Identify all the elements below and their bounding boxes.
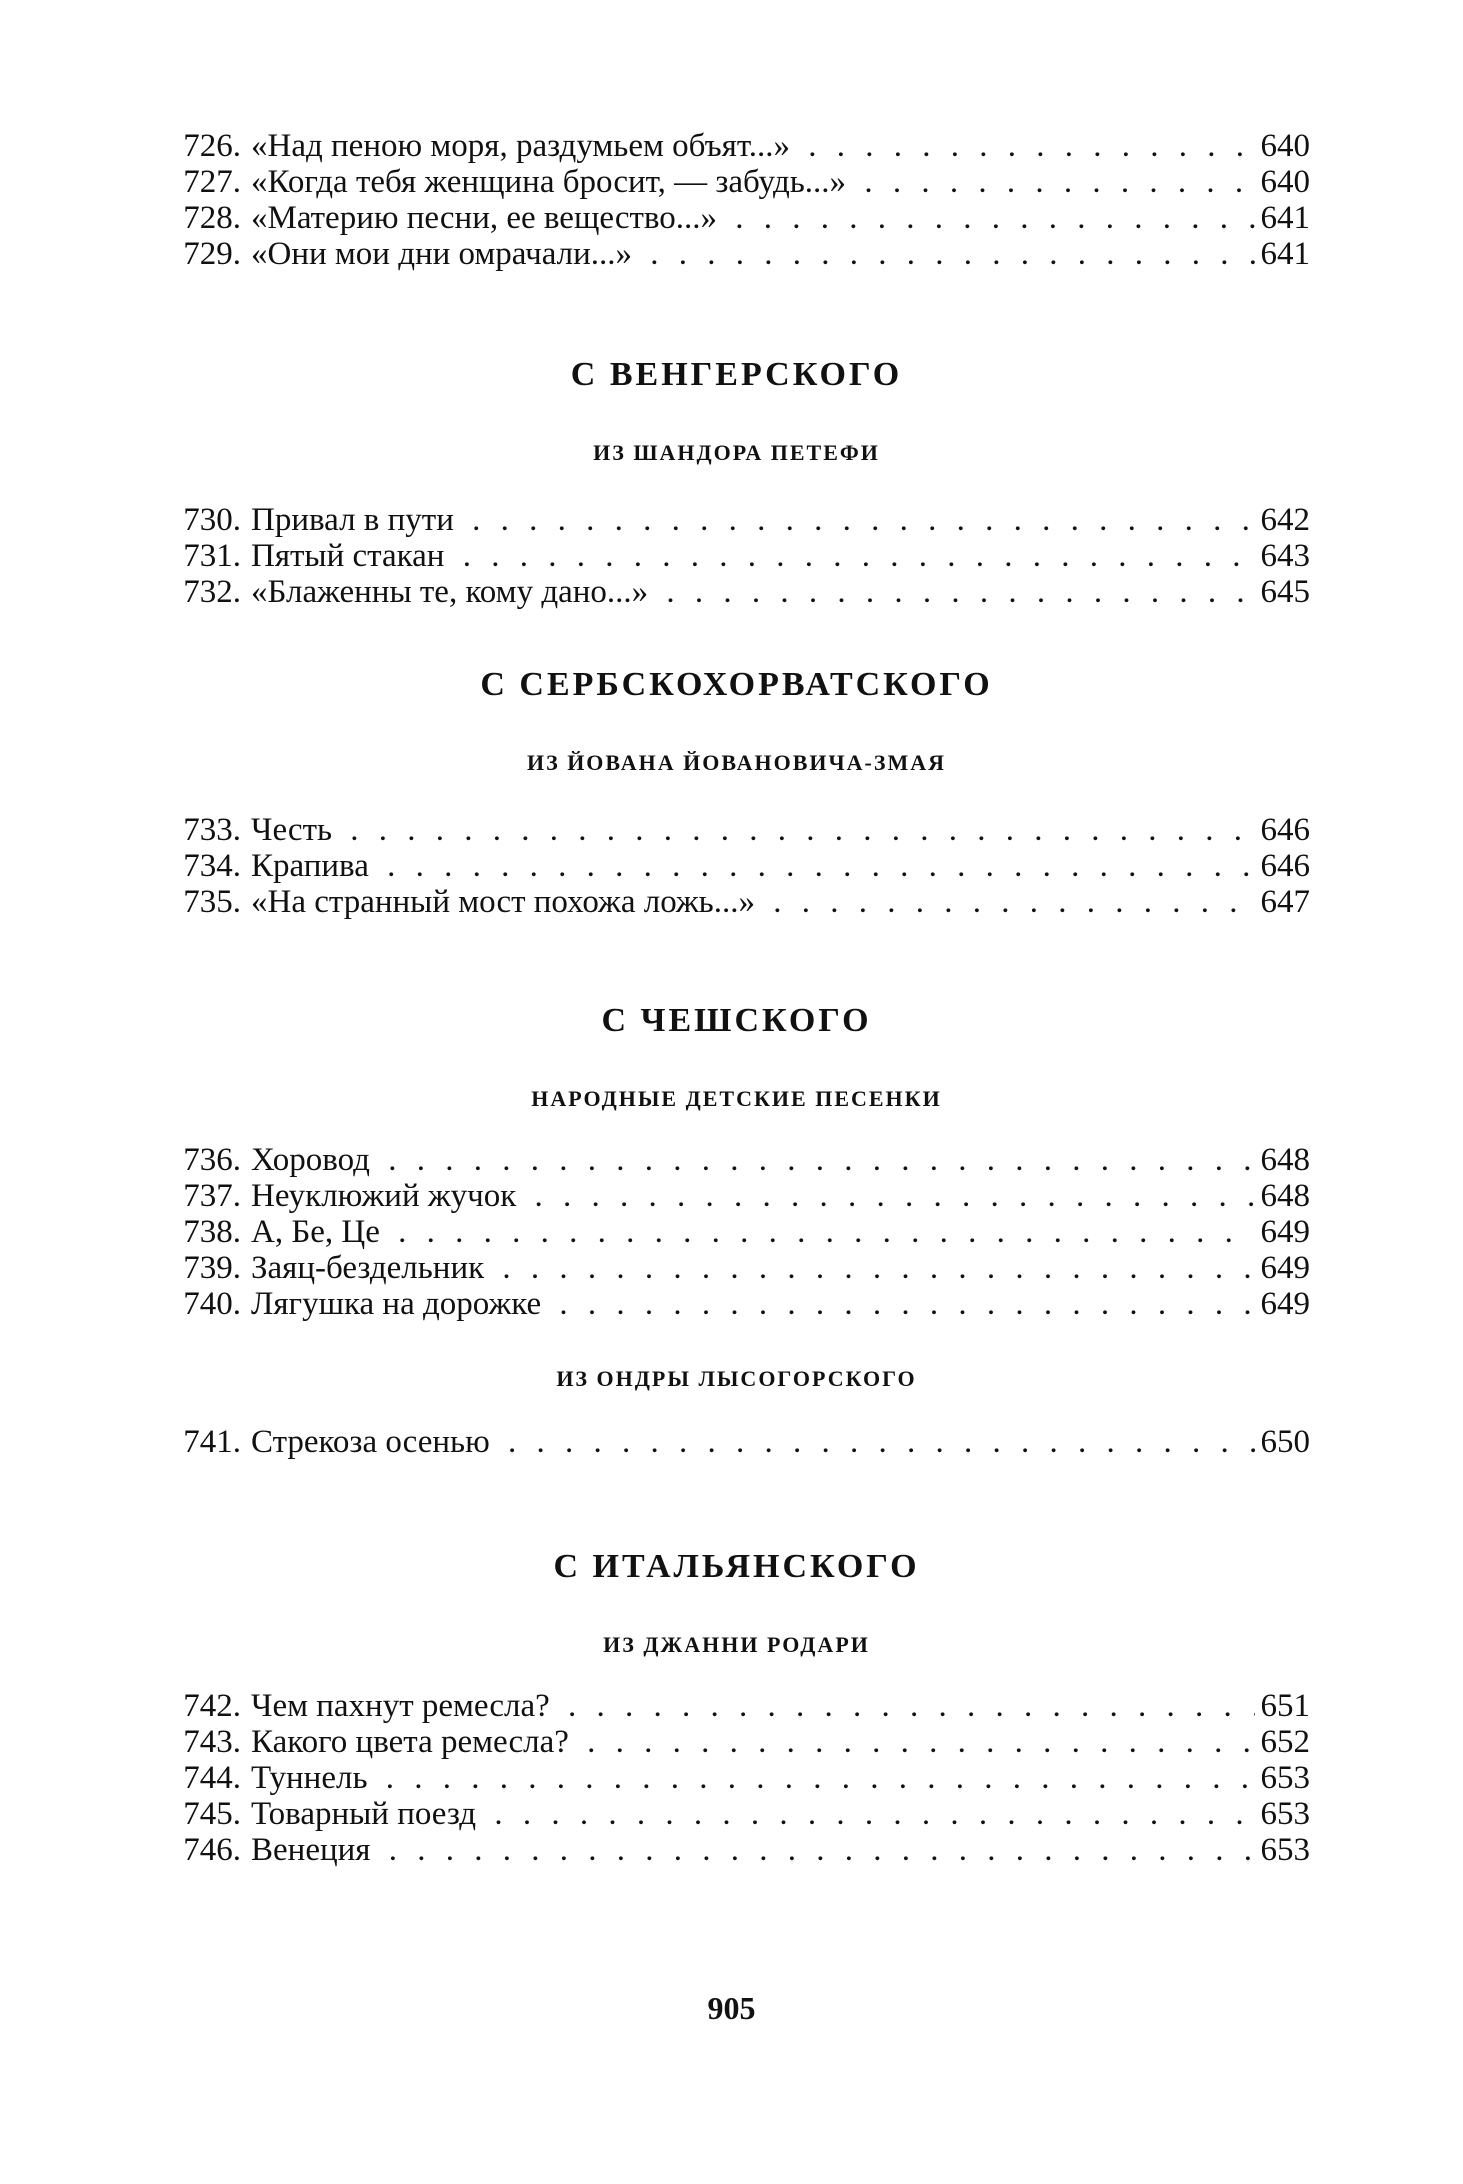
entry-title: Чем пахнут ремесла? <box>251 1688 554 1724</box>
entry-page: 649 <box>1255 1250 1311 1286</box>
entry-title: Заяц-бездельник <box>251 1250 488 1286</box>
toc-entry <box>163 848 1310 884</box>
toc-entry <box>163 1796 1310 1832</box>
entry-number: 736. <box>183 1142 241 1178</box>
entry-number: 741. <box>183 1424 241 1460</box>
toc-entry <box>163 1760 1310 1796</box>
entry-number: 746. <box>183 1832 241 1868</box>
toc-section <box>163 1366 1310 1460</box>
entry-number: 731. <box>183 538 241 574</box>
toc-entry <box>163 1286 1310 1322</box>
entry-page: 653 <box>1255 1796 1311 1832</box>
entry-number: 744. <box>183 1760 241 1796</box>
entry-number: 728. <box>183 200 241 236</box>
entry-page: 643 <box>1255 538 1311 574</box>
toc-entry <box>163 884 1310 920</box>
toc-entry <box>163 502 1310 538</box>
entry-page: 640 <box>1255 128 1311 164</box>
entry-title: Товарный поезд <box>251 1796 480 1832</box>
page-number: 905 <box>707 1990 756 2026</box>
toc-entry <box>163 128 1310 164</box>
entry-number: 733. <box>183 812 241 848</box>
toc-section <box>163 666 1310 920</box>
entry-page: 640 <box>1255 164 1311 200</box>
toc-entry <box>163 200 1310 236</box>
entry-page: 645 <box>1255 574 1311 610</box>
entry-title: Туннель <box>251 1760 372 1796</box>
entry-page: 650 <box>1255 1424 1311 1460</box>
toc-entry <box>163 1178 1310 1214</box>
entry-title: А, Бе, Це <box>251 1214 384 1250</box>
entry-title: Честь <box>251 812 336 848</box>
entry-number: 742. <box>183 1688 241 1724</box>
entry-page: 648 <box>1255 1178 1311 1214</box>
entry-number: 740. <box>183 1286 241 1322</box>
entry-title: Лягушка на дорожке <box>251 1286 545 1322</box>
entry-page: 649 <box>1255 1286 1311 1322</box>
entry-page: 648 <box>1255 1142 1311 1178</box>
section-heading: С ВЕНГЕРСКОГО <box>570 356 903 393</box>
toc-entry <box>163 812 1310 848</box>
entry-number: 726. <box>183 128 241 164</box>
entry-number: 743. <box>183 1724 241 1760</box>
entry-page: 653 <box>1255 1832 1311 1868</box>
entry-page: 646 <box>1255 812 1311 848</box>
section-heading: С ИТАЛЬЯНСКОГО <box>553 1548 920 1585</box>
toc-entry <box>163 1832 1310 1868</box>
entry-title: «Они мои дни омрачали...» <box>251 236 636 272</box>
entry-title: «На странный мост похожа ложь...» <box>251 884 759 920</box>
entry-title: «Блаженны те, кому дано...» <box>251 574 652 610</box>
entry-number: 729. <box>183 236 241 272</box>
entry-number: 734. <box>183 848 241 884</box>
entry-title: «Когда тебя женщина бросит, — забудь...» <box>251 164 850 200</box>
entry-number: 735. <box>183 884 241 920</box>
toc-section <box>163 1002 1310 1322</box>
section-heading: С ЧЕШСКОГО <box>601 1002 872 1039</box>
entry-title: «Материю песни, ее вещество...» <box>251 200 721 236</box>
entry-page: 641 <box>1255 236 1311 272</box>
author-heading: ИЗ ДЖАННИ РОДАРИ <box>603 1632 870 1657</box>
section-heading: С СЕРБСКОХОРВАТСКОГО <box>480 666 993 703</box>
toc-entry <box>163 1688 1310 1724</box>
table-of-contents <box>163 128 1310 1868</box>
entry-page: 652 <box>1255 1724 1311 1760</box>
entry-title: Стрекоза осенью <box>251 1424 494 1460</box>
author-heading: ИЗ ШАНДОРА ПЕТЕФИ <box>593 440 880 465</box>
entry-page: 647 <box>1255 884 1311 920</box>
toc-entry <box>163 538 1310 574</box>
entry-number: 738. <box>183 1214 241 1250</box>
entry-page: 641 <box>1255 200 1311 236</box>
toc-section <box>163 1548 1310 1868</box>
entry-page: 651 <box>1255 1688 1311 1724</box>
entry-title: Венеция <box>251 1832 374 1868</box>
entry-title: Хоровод <box>251 1142 374 1178</box>
entry-title: Пятый стакан <box>251 538 448 574</box>
author-heading: ИЗ ОНДРЫ ЛЫСОГОРСКОГО <box>556 1366 917 1391</box>
entry-page: 649 <box>1255 1214 1311 1250</box>
toc-entry <box>163 1142 1310 1178</box>
entry-title: Крапива <box>251 848 373 884</box>
entry-title: Неуклюжий жучок <box>251 1178 520 1214</box>
entry-number: 745. <box>183 1796 241 1832</box>
entry-number: 737. <box>183 1178 241 1214</box>
entry-title: Привал в пути <box>251 502 458 538</box>
author-heading: НАРОДНЫЕ ДЕТСКИЕ ПЕСЕНКИ <box>531 1086 942 1111</box>
entry-number: 727. <box>183 164 241 200</box>
toc-entry <box>163 574 1310 610</box>
toc-entry <box>163 1250 1310 1286</box>
entry-title: «Над пеною моря, раздумьем объят...» <box>251 128 794 164</box>
entry-title: Какого цвета ремесла? <box>251 1724 573 1760</box>
toc-entry <box>163 164 1310 200</box>
toc-entry <box>163 236 1310 272</box>
toc-section <box>163 128 1310 272</box>
entry-page: 642 <box>1255 502 1311 538</box>
entry-number: 730. <box>183 502 241 538</box>
toc-entry <box>163 1424 1310 1460</box>
entry-page: 653 <box>1255 1760 1311 1796</box>
author-heading: ИЗ ЙОВАНА ЙОВАНОВИЧА-ЗМАЯ <box>526 750 947 775</box>
entry-number: 732. <box>183 574 241 610</box>
entry-number: 739. <box>183 1250 241 1286</box>
toc-entry <box>163 1724 1310 1760</box>
entry-page: 646 <box>1255 848 1311 884</box>
toc-entry <box>163 1214 1310 1250</box>
toc-section <box>163 356 1310 610</box>
